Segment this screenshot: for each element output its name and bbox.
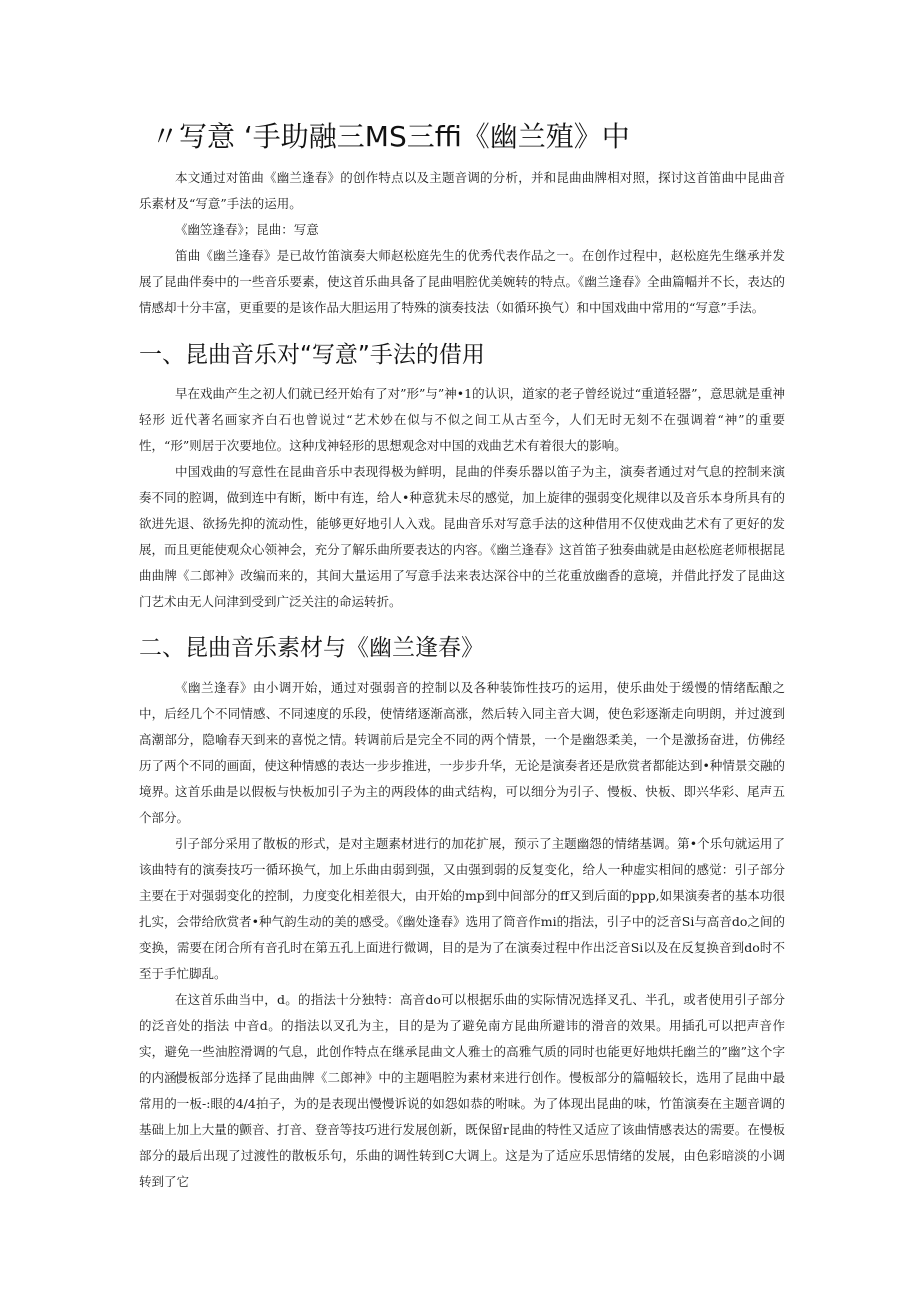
section2-paragraph-3: 引子部分采用了散板的形式，是对主题素材进行的加花扩展，预示了主题幽怨的情绪基调。第•个乐句就运用了该曲特有的演奏技巧一循环换气，加上乐曲由弱到强，又由强到弱的反复变化，给人一种虚实相间的感觉：引子部分主要在于对强弱变化的控制，力度变化相差很大，由开始的mp到中间部分的ff又到后面的ppp,如果演奏者的基本功很扎实，会带给欣赏者•种气韵生动的美的感受。《幽处逢春》选用了筒音作mi的指法，引子中的泛音Si与高音do之间的变换，需要在闭合所有音孔时在第五孔上面进行微调，目的是为了在演奏过程中作出泛音Si以及在反复换音到do时不至于手忙脚乱。 [139, 836, 785, 981]
section2-paragraph-4: 在这首乐曲当中，d。的指法十分独特：高音do可以根据乐曲的实际情况选择叉孔、半孔，或者使用引子部分的泛音处的指法 中音d。的指法以叉孔为主，目的是为了避免南方昆曲所避讳的滑音的效果。用插孔可以把声音作实，避免一些油腔滑调的气息，此创作特点在继承昆曲文人雅士的高雅气质的同时也能更好地烘托幽兰的”幽”这个字的内涵。 [139, 992, 785, 1085]
keywords-line: 《幽笠逢春》；昆曲：写意 [175, 222, 319, 237]
section2-paragraph-1: 《幽兰逢春》由小调开始，通过对强弱音的控制以及各种装饰性技巧的运用，使乐曲处于缓慢的情绪酝酿之中，后经几个不同情感、不同速度的乐段，使情绪逐渐高涨，然后转入同主音大调，使色彩逐渐走向明朗，并过渡到高潮部分，隐喻春天到来的喜悦之情。转调前后是完全不同的两个情景，一个是幽怨柔美，一个是激扬奋进，仿佛经历了两个不同的画面，使这种情感的表达一步步推进，一步步升华，无论是演奏者还是欣赏者都能达到•种情景交融的境界。 [139, 680, 785, 799]
section1-paragraph-1: 早在戏曲产生之初人们就已经开始有了对”形”与”神•1的认识，道家的老子曾经说过“重道轻器”，意思就是重神轻形 近代著名画家齐白石也曾说过“艺术妙在似与不似之间工从古至今，人们无时无刻不在强调着“神”的重要性，“形”则居于次要地位。这种戊神轻形的思想观念对中国的戏曲艺术有着很大的影响。 [139, 386, 785, 453]
section-heading-1: 一、昆曲音乐对“写意”手法的借用 [139, 342, 485, 368]
section2-paragraph-2: 这首乐曲是以假板与快板加引子为主的两段体的曲式结构，可以细分为引子、慢板、快板、即兴华彩、尾声五个部分。 [139, 784, 785, 825]
abstract-paragraph: 本文通过对笛曲《幽兰逢春》的创作特点以及主题音调的分析，并和昆曲曲牌相对照，探讨这首笛曲中昆曲音乐素材及“写意”手法的运用。 [139, 170, 785, 211]
intro-paragraph: 笛曲《幽兰逢春》是已故竹笛演奏大师赵松庭先生的优秀代表作品之一。在创作过程中，赵松庭先生继承并发展了昆曲伴奏中的一些音乐要素，使这首乐曲具备了昆曲唱腔优美婉转的特点。《幽兰逢春》全曲篇幅并不长，表达的情感却十分丰富，更重要的是该作品大胆运用了特殊的演奏技法（如循环换气）和中国戏曲中常用的“写意”手法。 [139, 248, 785, 315]
section-heading-2: 二、昆曲音乐素材与《幽兰逢春》 [139, 635, 484, 661]
page-title: 〃写意 ‘手助融三MS三ffi《幽兰殖》中 [151, 120, 630, 153]
section1-paragraph-2: 中国戏曲的写意性在昆曲音乐中表现得极为鲜明，昆曲的伴奏乐器以笛子为主，演奏者通过对气息的控制来演奏不同的腔调，做到连中有断，断中有连，给人•种意犹未尽的感觉，加上旋律的强弱变化规律以及音乐本身所具有的欲进先退、欲扬先抑的流动性，能够更好地引人入戏。昆曲音乐对写意手法的这种借用不仅使戏曲艺术有了更好的发展，而且更能使观众心领神会，充分了解乐曲所要表达的内容。《幽兰逢春》这首笛子独奏曲就是由赵松庭老师根据昆曲曲牌《二郎神》改编而来的，其间大量运用了写意手法来表达深谷中的兰花重放幽香的意境，并借此抒发了昆曲这门艺术由无人问津到受到广泛关注的命运转折。 [139, 464, 785, 609]
section2-paragraph-5: 慢板部分选择了昆曲曲牌《二郎神》中的主题唱腔为素材来进行创作。慢板部分的篇幅较长，选用了昆曲中最常用的一板-:眼的4/4拍子，为的是表现出慢慢诉说的如怨如恭的咐味。为了体现出昆曲的味，竹笛演奏在主题音调的基础上加上大量的颤音、打音、登音等技巧进行发展创新，既保留r昆曲的特性又适应了该曲情感表达的需要。在慢板部分的最后出现了过渡性的散板乐句，乐曲的调性转到C大调上。这是为了适应乐思情绪的发展，由色彩暗淡的小调转到了它 [139, 1070, 785, 1189]
